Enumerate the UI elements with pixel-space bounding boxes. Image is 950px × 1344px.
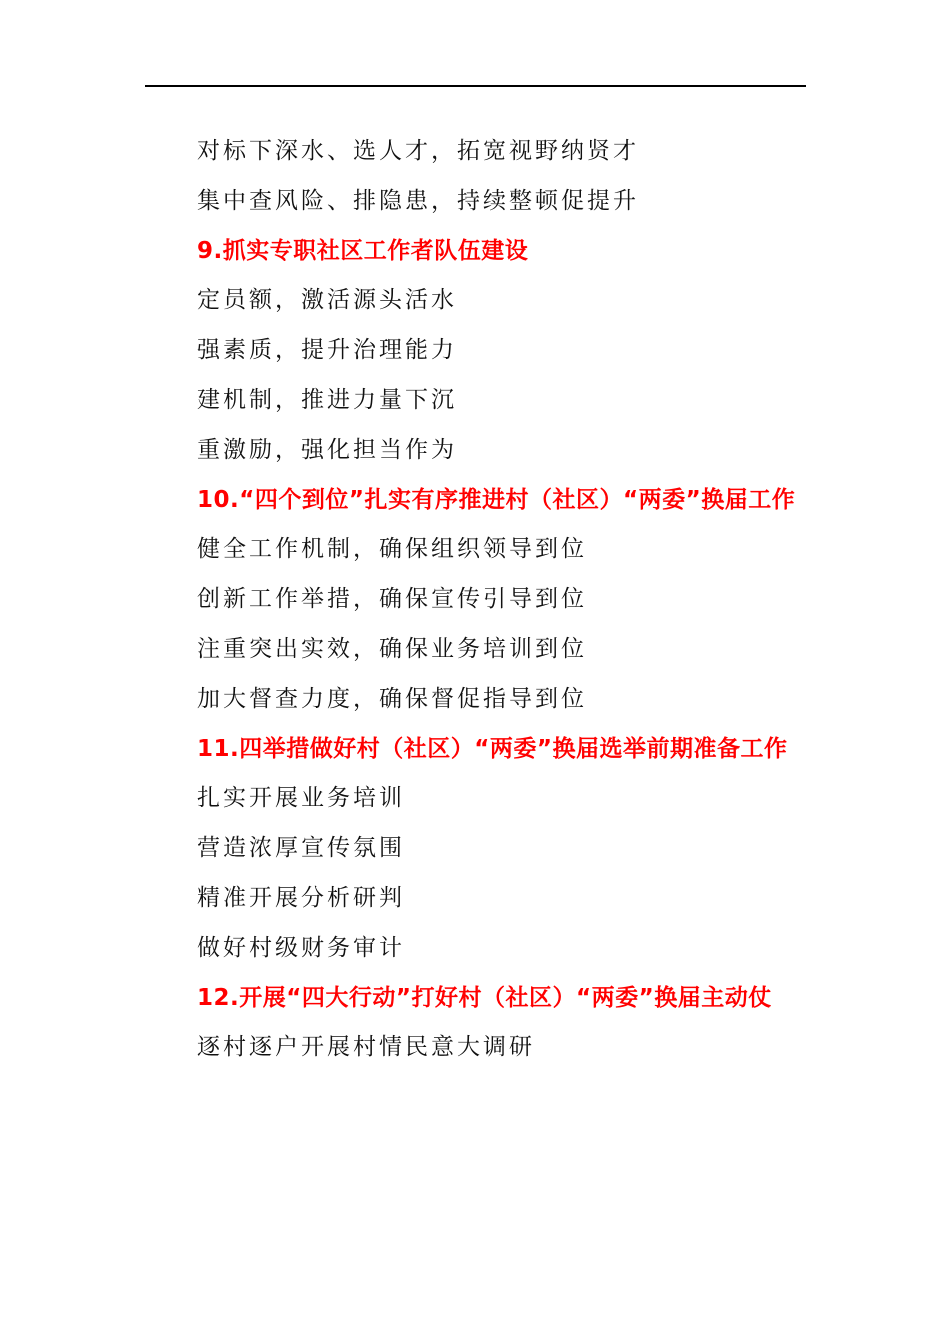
section-item: 定员额，激活源头活水 xyxy=(197,287,457,314)
section-heading: 12.开展“四大行动”打好村（社区）“两委”换届主动仗 xyxy=(197,984,772,1011)
header-rule xyxy=(145,85,806,87)
section-item: 创新工作举措，确保宣传引导到位 xyxy=(197,586,587,613)
section-item: 重激励，强化担当作为 xyxy=(197,436,457,463)
body-line: 集中查风险、排隐患，持续整顿促提升 xyxy=(197,187,639,214)
section-item: 健全工作机制，确保组织领导到位 xyxy=(197,536,587,563)
section-item: 扎实开展业务培训 xyxy=(197,785,405,812)
section-item: 逐村逐户开展村情民意大调研 xyxy=(197,1034,535,1061)
body-line: 对标下深水、选人才，拓宽视野纳贤才 xyxy=(197,138,639,164)
section-heading: 10.“四个到位”扎实有序推进村（社区）“两委”换届工作 xyxy=(197,486,796,513)
section-item: 注重突出实效，确保业务培训到位 xyxy=(197,635,587,662)
section-item: 建机制，推进力量下沉 xyxy=(197,386,457,413)
section-item: 加大督查力度，确保督促指导到位 xyxy=(197,685,587,712)
section-item: 强素质，提升治理能力 xyxy=(197,337,457,364)
section-item: 营造浓厚宣传氛围 xyxy=(197,835,405,862)
section-heading: 11.四举措做好村（社区）“两委”换届选举前期准备工作 xyxy=(197,735,788,762)
section-item: 精准开展分析研判 xyxy=(197,884,405,911)
section-item: 做好村级财务审计 xyxy=(197,934,405,961)
document-body xyxy=(145,127,806,1073)
section-heading: 9.抓实专职社区工作者队伍建设 xyxy=(197,237,529,264)
